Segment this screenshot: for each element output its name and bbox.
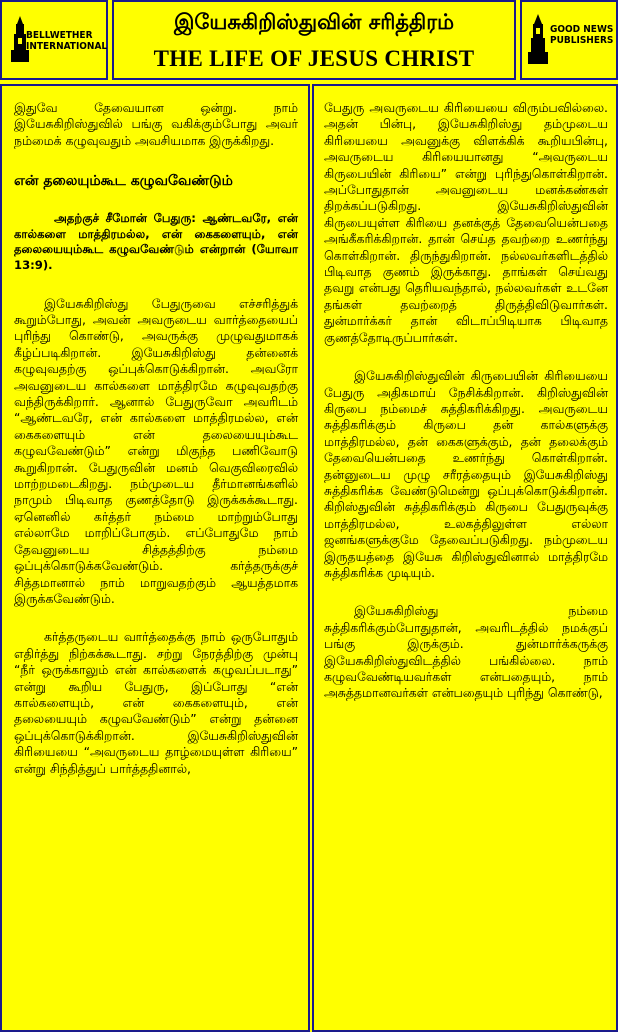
left-paragraph-1: இதுவே தேவையான ஒன்று. நாம் இயேசுகிறிஸ்துவில் பங்கு வகிக்கும்போது அவர் நம்மைக் கழுவுவதும் அவசியமாக இருக்கிறது. [14, 100, 298, 148]
right-paragraph-3: இயேசுகிறிஸ்து நம்மை சுத்திகரிக்கும்போதுதான், அவரிடத்தில் நமக்குப் பங்கு இருக்கும். துன்மார்க்கருக்கு இயேசுகிறிஸ்துவிடத்தில் பங்கில்லை. நாம் கழுவவேண்டியவர்கள் என்பதையும், நாம் அசுத்தமானவர்கள் என்பதையும் புரிந்து கொண்டு, [324, 603, 608, 701]
title-panel [112, 0, 516, 80]
page-title-english: THE LIFE OF JESUS CHRIST [153, 46, 475, 71]
page-title-tamil: இயேசுகிறிஸ்துவின் சரித்திரம் [173, 10, 455, 34]
good-news-logo [530, 12, 618, 72]
tower-icon [528, 14, 548, 64]
right-column [312, 84, 618, 1032]
left-column [0, 84, 310, 1032]
scripture-quote: அதற்குச் சீமோன் பேதுரு: ஆண்டவரே, என் கால்களை மாத்திரமல்ல, என் கைகளையும், என் தலையையும்கூட கழுவவேண்டும் என்றான் (யோவா 13:9). [14, 211, 298, 272]
right-logo-text: GOOD NEWS PUBLISHERS [550, 24, 614, 46]
left-paragraph-3: கர்த்தருடைய வார்த்தைக்கு நாம் ஒருபோதும் எதிர்த்து நிற்கக்கூடாது. சற்று நேரத்திற்கு முன்பு “நீர் ஒருக்காலும் என் கால்களைக் கழுவப்படாது” என்று கூறிய பேதுரு, இப்போது “என் கால்களையும், என் கைகளையும், என் தலையையும் கழுவவேண்டும்” என்று தன்னை ஒப்புக்கொடுக்கிறான். இயேசுகிறிஸ்துவின் கிரியையை “அவருடைய தாழ்மையுள்ள கிரியை” என்று சிந்தித்துப் பார்த்ததினால், [14, 629, 298, 776]
left-logo-text: BELLWETHER INTERNATIONAL [26, 30, 108, 52]
section-heading: என் தலையும்கூட கழுவவேண்டும் [14, 173, 233, 190]
left-logo-panel [0, 0, 108, 80]
right-logo-panel [520, 0, 618, 80]
right-paragraph-2: இயேசுகிறிஸ்துவின் கிருபையின் கிரியையை பேதுரு அதிகமாய் நேசிக்கிறான். கிறிஸ்துவின் கிருபை நம்மைச் சுத்திகரிக்கிறது. அவருடைய சுத்திகரிக்கும் கிருபை தன் கால்களுக்கு மாத்திரமல்ல, தன் கைகளுக்கும், தன் தலைக்கும் தேவையென்பதை உணர்ந்து கொள்கிறான். தன்னுடைய முழு சரீரத்தையும் இயேசுகிறிஸ்து சுத்திகரிக்க வேண்டுமென்று ஒப்புக்கொடுக்கிறான். கிறிஸ்துவின் சுத்திகரிக்கும் கிருபை பேதுருவுக்கு மாத்திரமல்ல, உலகத்திலுள்ள எல்லா ஜனங்களுக்குமே தேவைப்படுகிறது. நம்முடைய இருதயத்தை இயேசு கிறிஸ்துவினால் மாத்திரமே சுத்திகரிக்க முடியும். [324, 368, 608, 580]
bellwether-logo [10, 12, 108, 72]
left-paragraph-2: இயேசுகிறிஸ்து பேதுருவை எச்சரித்துக் கூறும்போது, அவன் அவருடைய வார்த்தையைப் புரிந்து கொண்டு, அவருக்கு முழுவதுமாகக் கீழ்ப்படிகிறான். இயேசுகிறிஸ்து தன்னைக் கழுவுவதற்கு ஒப்புக்கொடுக்கிறான். அவரோ அவனுடைய கால்களை மாத்திரமே கழுவுவதற்கு வந்திருக்கிறார். ஆனால் பேதுருவோ அவரிடம் “ஆண்டவரே, என் கால்களை மாத்திரமல்ல, என் கைகளையும் என் தலையையும்கூட கழுவவேண்டும்” என்று மிகுந்த பணிவோடு கூறுகிறான். பேதுருவின் மனம் வெகுவிரைவில் மாற்றமடைகிறது. நம்முடைய தீர்மானங்களில் நாமும் பிடிவாத குணத்தோடு இருக்கக்கூடாது. ஏனெனில் கர்த்தர் நம்மை மாற்றும்போது எல்லாமே மாறிப்போகும். எப்போதுமே நாம் தேவனுடைய சித்தத்திற்கு நம்மை ஒப்புக்கொடுக்கவேண்டும். கர்த்தருக்குச் சித்தமானால் நாம் மாறுவதற்கும் ஆயத்தமாக இருக்கவேண்டும். [14, 295, 298, 606]
right-paragraph-1: பேதுரு அவருடைய கிரியையை விரும்பவில்லை. அதன் பின்பு, இயேசுகிறிஸ்து தம்முடைய கிரியையை அவனுக்கு விளக்கிக் கூறியபின்பு, அவருடைய கிரியையானது “அவருடைய கிருபையின் கிரியை” என்று புரிந்துகொள்கிறான். அப்போதுதான் அவனுடைய மனக்கண்கள் திறக்கப்படுகிறது. இயேசுகிறிஸ்துவின் கிருபையுள்ள கிரியை தனக்குத் தேவையென்பதை அங்கீகரிக்கிறான். தான் செய்த தவற்றை உணர்ந்து கொள்கிறான். திருந்துகிறான். நல்லவர்களிடத்தில் பிடிவாத குணம் இருக்காது. தாங்கள் செய்வது தவறு என்பது தெரியவந்தால், நல்லவர்கள் உடனே தங்கள் தவற்றைத் திருத்திவிடுவார்கள். துன்மார்க்கர் தான் விடாப்பிடியாக பிடிவாத குணத்தோடிருப்பார்கள். [324, 100, 608, 345]
